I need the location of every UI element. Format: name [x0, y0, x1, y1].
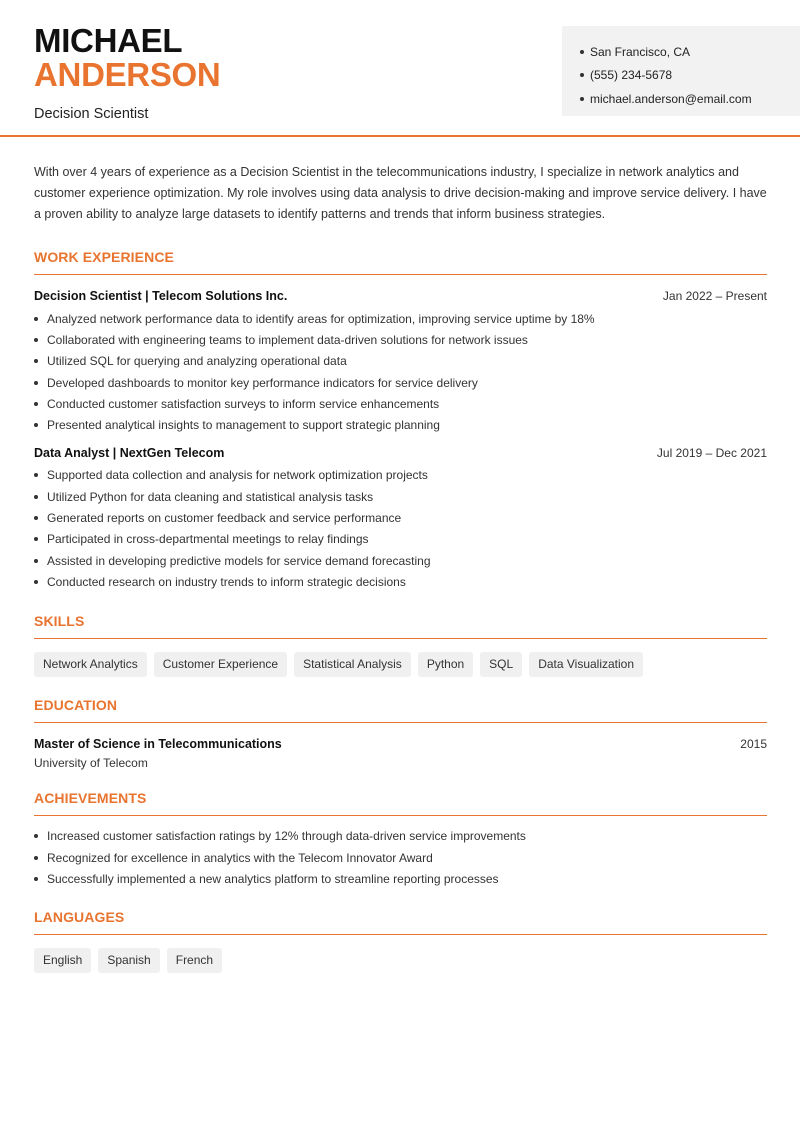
bullet-icon — [34, 317, 38, 321]
bullet-icon — [34, 473, 38, 477]
summary: With over 4 years of experience as a Decision Scientist in the telecommunications industry, I specialize in network analytics and customer experience optimization. My role involves using data analysis to drive decision-making and improve service delivery. I have a proven ability to analyze large datasets to identify patterns and trends that inform business strategies. — [34, 165, 767, 221]
list-item-text: Generated reports on customer feedback and service performance — [47, 511, 402, 526]
bullet-icon — [34, 580, 38, 584]
list-item-text: Utilized SQL for querying and analyzing operational data — [47, 354, 347, 369]
list-item — [34, 571, 767, 592]
list-item-text: Successfully implemented a new analytics platform to streamline reporting processes — [47, 871, 499, 886]
achievements-section — [34, 790, 767, 890]
section-title-education: EDUCATION — [34, 696, 118, 713]
bullet-icon — [34, 495, 38, 499]
skill-tag: Statistical Analysis — [294, 652, 411, 677]
skill-tag: Python — [418, 652, 473, 677]
skill-tag: Data Visualization — [529, 652, 643, 677]
section-divider — [34, 274, 767, 275]
job-title: Decision Scientist — [34, 106, 149, 122]
list-item-text: Analyzed network performance data to identify areas for optimization, improving service uptime by 18% — [47, 311, 595, 326]
job-entry — [34, 446, 767, 593]
list-item — [34, 507, 767, 528]
work-section — [34, 249, 767, 593]
skill-tag: Network Analytics — [34, 652, 147, 677]
list-item-text: Developed dashboards to monitor key performance indicators for service delivery — [47, 375, 478, 390]
contact-phone — [580, 64, 800, 88]
bullet-icon — [34, 338, 38, 342]
job-role: Data Analyst | NextGen Telecom — [34, 445, 225, 460]
list-item-text: Recognized for excellence in analytics with the Telecom Innovator Award — [47, 850, 433, 865]
job-entry — [34, 289, 767, 436]
bullet-icon — [34, 559, 38, 563]
bullet-icon — [34, 423, 38, 427]
list-item — [34, 465, 767, 486]
list-item-text: Collaborated with engineering teams to implement data-driven solutions for network issues — [47, 332, 528, 347]
list-item-text: Conducted customer satisfaction surveys to inform service enhancements — [47, 396, 440, 411]
list-item-text: Supported data collection and analysis for network optimization projects — [47, 468, 428, 483]
list-item-text: Increased customer satisfaction ratings by 12% through data-driven service improvements — [47, 829, 526, 844]
bullet-icon — [34, 856, 38, 860]
list-item — [34, 529, 767, 550]
bullet-icon — [580, 50, 584, 54]
skill-tag: Customer Experience — [154, 652, 287, 677]
job-role: Decision Scientist | Telecom Solutions Inc. — [34, 289, 288, 303]
job-bullets — [34, 308, 767, 436]
job-header — [34, 446, 767, 460]
list-item-text: Presented analytical insights to management to support strategic planning — [47, 418, 440, 433]
contact-email — [580, 87, 800, 111]
resume-body — [34, 162, 767, 973]
bullet-icon — [580, 73, 584, 77]
list-item — [34, 847, 767, 868]
skill-tag: SQL — [480, 652, 522, 677]
graduation-year: 2015 — [740, 736, 767, 751]
language-tag: English — [34, 948, 91, 973]
language-tag: French — [167, 948, 222, 973]
bullet-icon — [34, 834, 38, 838]
section-title-achievements: ACHIEVEMENTS — [34, 789, 147, 806]
list-item — [34, 329, 767, 350]
bullet-icon — [34, 402, 38, 406]
list-item — [34, 308, 767, 329]
list-item-text: Assisted in developing predictive models for service demand forecasting — [47, 553, 431, 568]
name-block — [34, 24, 220, 122]
email-link[interactable]: michael.anderson@email.com — [590, 91, 752, 106]
contact-location — [580, 40, 800, 64]
list-item — [34, 414, 767, 435]
contact-box — [562, 26, 800, 116]
list-item-text: Conducted research on industry trends to inform strategic decisions — [47, 574, 406, 589]
bullet-icon — [34, 359, 38, 363]
list-item — [34, 351, 767, 372]
job-header — [34, 289, 767, 303]
section-divider — [34, 638, 767, 639]
degree: Master of Science in Telecommunications — [34, 736, 282, 751]
section-title-work: WORK EXPERIENCE — [34, 249, 174, 265]
bullet-icon — [34, 381, 38, 385]
list-item — [34, 486, 767, 507]
list-item — [34, 550, 767, 571]
section-title-languages: LANGUAGES — [34, 909, 125, 926]
job-dates: Jul 2019 – Dec 2021 — [656, 445, 767, 460]
list-item — [34, 868, 767, 889]
section-divider — [34, 934, 767, 935]
languages-section — [34, 909, 767, 973]
job-bullets — [34, 465, 767, 593]
bullet-icon — [580, 97, 584, 101]
skill-tags — [34, 652, 767, 677]
list-item-text: Participated in cross-departmental meetings to relay findings — [47, 532, 369, 547]
language-tags — [34, 948, 767, 973]
section-divider — [34, 722, 767, 723]
last-name: ANDERSON — [34, 56, 221, 93]
education-section — [34, 697, 767, 770]
list-item-text: Utilized Python for data cleaning and statistical analysis tasks — [47, 489, 374, 504]
list-item — [34, 372, 767, 393]
education-header — [34, 737, 767, 751]
bullet-icon — [34, 537, 38, 541]
first-name: MICHAEL — [34, 22, 183, 59]
section-title-skills: SKILLS — [34, 612, 85, 629]
resume-header — [0, 0, 800, 137]
job-dates: Jan 2022 – Present — [662, 289, 767, 303]
phone-text: (555) 234-5678 — [590, 68, 673, 83]
bullet-icon — [34, 516, 38, 520]
section-divider — [34, 815, 767, 816]
school: University of Telecom — [34, 755, 148, 770]
language-tag: Spanish — [98, 948, 159, 973]
location-text: San Francisco, CA — [590, 44, 691, 59]
list-item — [34, 393, 767, 414]
achievement-list — [34, 826, 767, 890]
list-item — [34, 826, 767, 847]
bullet-icon — [34, 877, 38, 881]
skills-section — [34, 613, 767, 677]
